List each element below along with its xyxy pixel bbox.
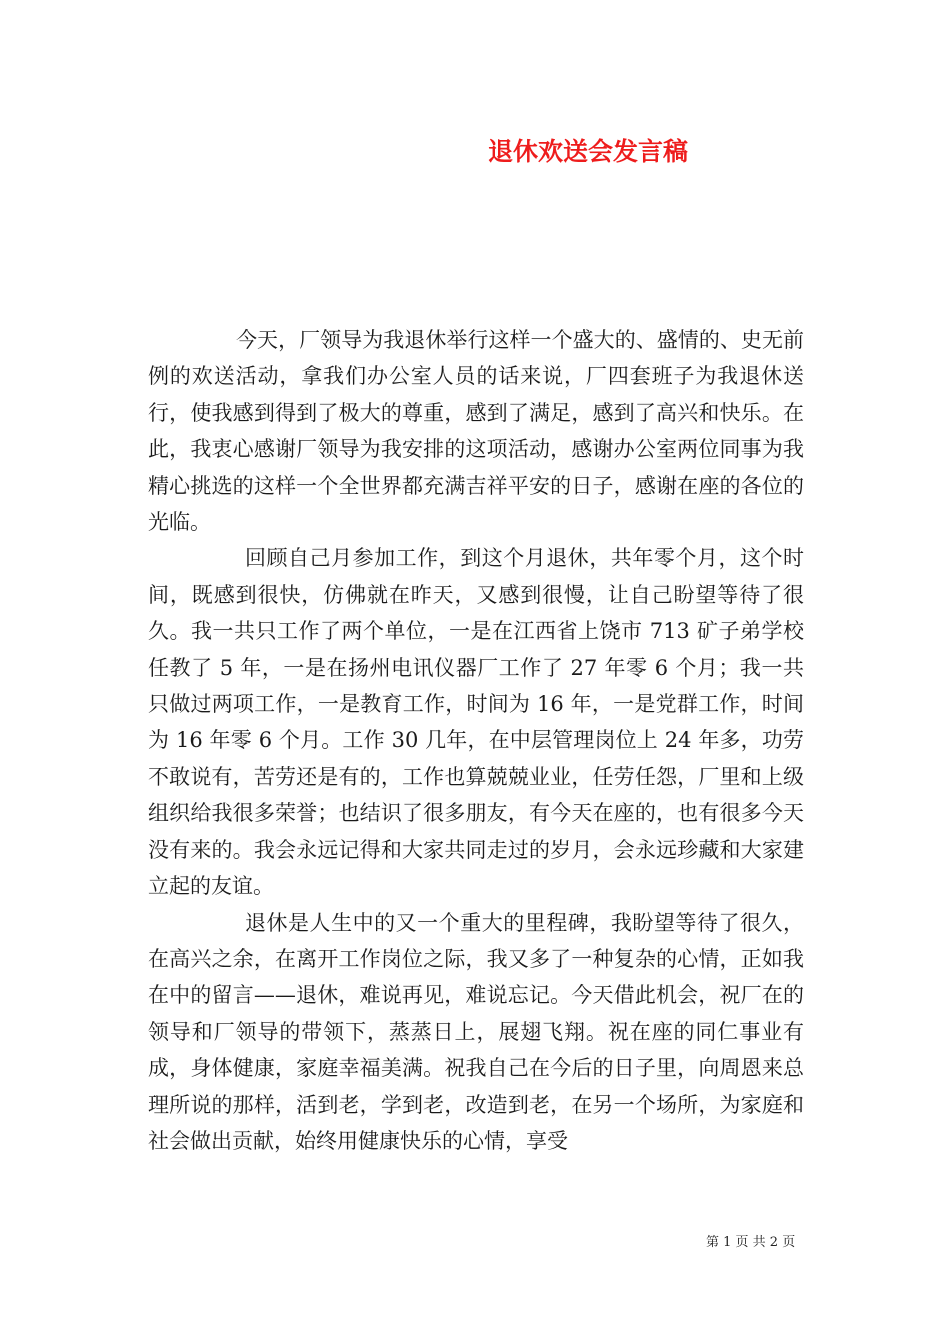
document-body — [148, 322, 804, 1159]
paragraph-1: 今天，厂领导为我退休举行这样一个盛大的、盛情的、史无前例的欢送活动，拿我们办公室人员的话来说，厂四套班子为我退休送行，使我感到得到了极大的尊重，感到了满足，感到了高兴和快乐。在此，我衷心感谢厂领导为我安排的这项活动，感谢办公室两位同事为我精心挑选的这样一个全世界都充满吉祥平安的日子，感谢在座的各位的光临。 — [148, 328, 804, 535]
paragraph-2: 回顾自己月参加工作，到这个月退休，共年零个月，这个时间，既感到很快，仿佛就在昨天，又感到很慢，让自己盼望等待了很久。我一共只工作了两个单位，一是在江西省上饶市 713 矿子弟学校任教了 5 年，一是在扬州电讯仪器厂工作了 27 年零 6 个月；我一共只做过两项工作，一是教育工作，时间为 16 年，一是党群工作，时间为 16 年零 6 个月。工作 30 几年，在中层管理岗位上 24 年多，功劳不敢说有，苦劳还是有的，工作也算兢兢业业，任劳任怨，厂里和上级组织给我很多荣誉；也结识了很多朋友，有今天在座的，也有很多今天没有来的。我会永远记得和大家共同走过的岁月，会永远珍藏和大家建立起的友谊。 — [148, 546, 804, 899]
document-title: 退休欢送会发言稿 — [488, 137, 689, 166]
paragraph-3: 退休是人生中的又一个重大的里程碑，我盼望等待了很久，在高兴之余，在离开工作岗位之际，我又多了一种复杂的心情，正如我在中的留言——退休，难说再见，难说忘记。今天借此机会，祝厂在的领导和厂领导的带领下，蒸蒸日上，展翅飞翔。祝在座的同仁事业有成，身体健康，家庭幸福美满。祝我自己在今后的日子里，向周恩来总理所说的那样，活到老，学到老，改造到老，在另一个场所，为家庭和社会做出贡献，始终用健康快乐的心情，享受 — [148, 910, 804, 1153]
page-number-footer: 第 1 页 共 2 页 — [706, 1235, 796, 1250]
